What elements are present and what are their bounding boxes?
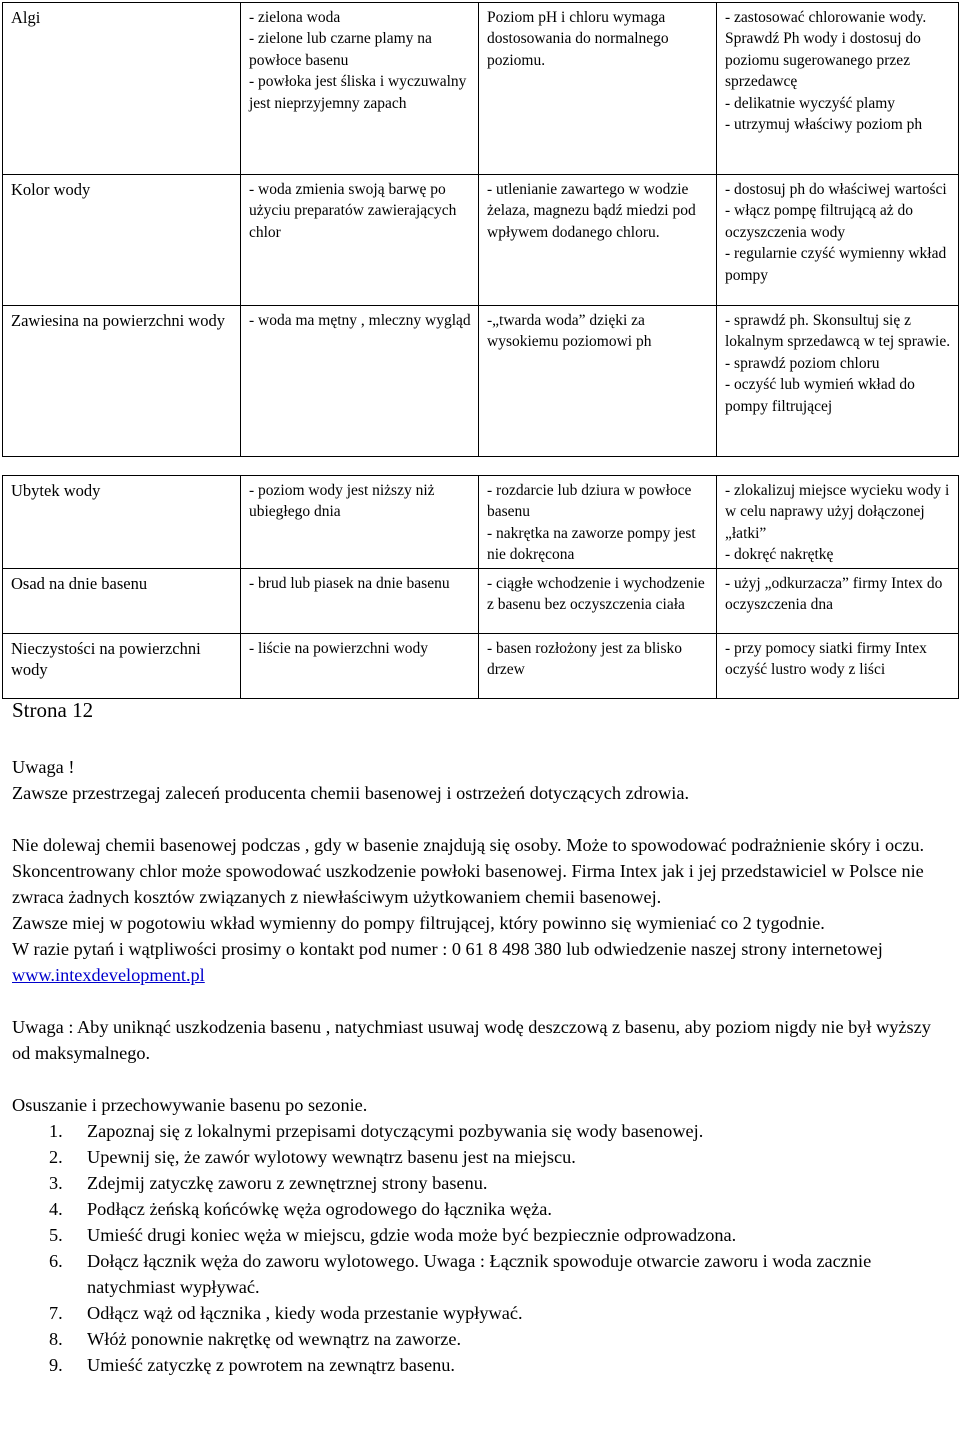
problem-cell: Osad na dnie basenu [3,568,241,633]
list-item [12,1170,952,1196]
drain-title: Osuszanie i przechowywanie basenu po sezonie. [12,1095,368,1115]
solution-cell: - przy pomocy siatki firmy Intex oczyść lustro wody z liści [717,633,959,698]
warning-paragraph: Nie dolewaj chemii basenowej podczas , gdy w basenie znajdują się osoby. Może to spowodować podrażnienie skóry i oczu. Skoncentrowany chlor może spowodować uszkodzenie powłoki basenowej. Firma Intex jak i jej przedstawiciel w Polsce nie zwraca żadnych kosztów związanych z niewłaściwym użytkowaniem chemii basenowej. [12,835,925,907]
cause-cell: - rozdarcie lub dziura w powłoce basenu - nakrętka na zaworze pompy jest nie dokręcona [479,476,717,569]
list-item [12,1196,952,1222]
list-item [12,1300,952,1326]
step-text: Umieść drugi koniec węża w miejscu, gdzie woda może być bezpiecznie odprowadzona. [87,1225,737,1245]
cause-cell: - utlenianie zawartego w wodzie żelaza, magnezu bądź miedzi pod wpływem dodanego chloru. [479,175,717,306]
step-number: 3. [49,1173,63,1193]
list-item [12,1144,952,1170]
step-text: Włóż ponownie nakrętkę od wewnątrz na zaworze. [87,1329,462,1349]
contact-text: W razie pytań i wątpliwości prosimy o kontakt pod numer : 0 61 8 498 380 lub odwiedzenie naszej strony internetowej [12,939,883,959]
step-text: Dołącz łącznik węża do zaworu wylotowego. Uwaga : Łącznik spowoduje otwarcie zaworu i woda zacznie natychmiast wypływać. [87,1251,872,1297]
warning-line: Zawsze przestrzegaj zaleceń producenta chemii basenowej i ostrzeżeń dotyczących zdrowia. [12,783,690,803]
step-text: Umieść zatyczkę z powrotem na zewnątrz basenu. [87,1355,455,1375]
step-number: 8. [49,1329,63,1349]
table-row [3,3,959,175]
drain-steps-list [12,1118,952,1378]
problem-cell: Kolor wody [3,175,241,306]
warning-paragraph: Zawsze miej w pogotowiu wkład wymienny do pompy filtrującej, który powinno się wymieniać co 2 tygodnie. [12,913,825,933]
troubleshooting-table-water [2,2,959,457]
step-number: 7. [49,1303,63,1323]
list-item [12,1118,952,1144]
list-item [12,1248,952,1300]
list-item [12,1326,952,1352]
table-row [3,633,959,698]
symptoms-cell: - liście na powierzchni wody [241,633,479,698]
symptoms-cell: - zielona woda - zielone lub czarne plamy na powłoce basenu - powłoka jest śliska i wyczuwalny jest nieprzyjemny zapach [241,3,479,175]
solution-cell: - użyj „odkurzacza” firmy Intex do oczyszczenia dna [717,568,959,633]
step-number: 1. [49,1121,63,1141]
problem-cell: Zawiesina na powierzchni wody [3,306,241,457]
symptoms-cell: - woda zmienia swoją barwę po użyciu preparatów zawierających chlor [241,175,479,306]
step-text: Zapoznaj się z lokalnymi przepisami dotyczącymi pozbywania się wody basenowej. [87,1121,704,1141]
warning-title: Uwaga ! [12,757,75,777]
cause-cell: - basen rozłożony jest za blisko drzew [479,633,717,698]
step-text: Zdejmij zatyczkę zaworu z zewnętrznej strony basenu. [87,1173,488,1193]
contact-paragraph [12,936,952,988]
step-text: Upewnij się, że zawór wylotowy wewnątrz basenu jest na miejscu. [87,1147,576,1167]
step-text: Podłącz żeńską końcówkę węża ogrodowego do łącznika węża. [87,1199,552,1219]
step-number: 2. [49,1147,63,1167]
solution-cell: - zastosować chlorowanie wody. Sprawdź Ph wody i dostosuj do poziomu sugerowanego przez sprzedawcę - delikatnie wyczyść plamy - utrzymuj właściwy poziom ph [717,3,959,175]
solution-cell: - zlokalizuj miejsce wycieku wody i w celu naprawy użyj dołączonej „łatki” - dokręć nakrętkę [717,476,959,569]
cause-cell: - ciągłe wchodzenie i wychodzenie z basenu bez oczyszczenia ciała [479,568,717,633]
list-item [12,1222,952,1248]
troubleshooting-table-pool [2,475,959,699]
step-number: 4. [49,1199,63,1219]
solution-cell: - sprawdź ph. Skonsultuj się z lokalnym sprzedawcą w tej sprawie. - sprawdź poziom chloru - oczyść lub wymień wkład do pompy filtrującej [717,306,959,457]
step-number: 6. [49,1251,63,1271]
list-item [12,1352,952,1378]
rain-note: Uwaga : Aby uniknąć uszkodzenia basenu , natychmiast usuwaj wodę deszczową z basenu, aby poziom nigdy nie był wyższy od maksymalnego. [12,1017,931,1063]
table-row [3,568,959,633]
table-row [3,306,959,457]
cause-cell: -„twarda woda” dzięki za wysokiemu poziomowi ph [479,306,717,457]
solution-cell: - dostosuj ph do właściwej wartości - włącz pompę filtrującą aż do oczyszczenia wody - regularnie czyść wymienny wkład pompy [717,175,959,306]
problem-cell: Nieczystości na powierzchni wody [3,633,241,698]
symptoms-cell: - woda ma mętny , mleczny wygląd [241,306,479,457]
table-row [3,175,959,306]
problem-cell: Ubytek wody [3,476,241,569]
symptoms-cell: - poziom wody jest niższy niż ubiegłego dnia [241,476,479,569]
page-number: Strona 12 [12,698,94,722]
table-row [3,476,959,569]
cause-cell: Poziom pH i chloru wymaga dostosowania do normalnego poziomu. [479,3,717,175]
step-number: 9. [49,1355,63,1375]
warning-section [12,754,952,1378]
problem-cell: Algi [3,3,241,175]
step-text: Odłącz wąż od łącznika , kiedy woda przestanie wypływać. [87,1303,523,1323]
symptoms-cell: - brud lub piasek na dnie basenu [241,568,479,633]
step-number: 5. [49,1225,63,1245]
website-link[interactable]: www.intexdevelopment.pl [12,965,205,985]
